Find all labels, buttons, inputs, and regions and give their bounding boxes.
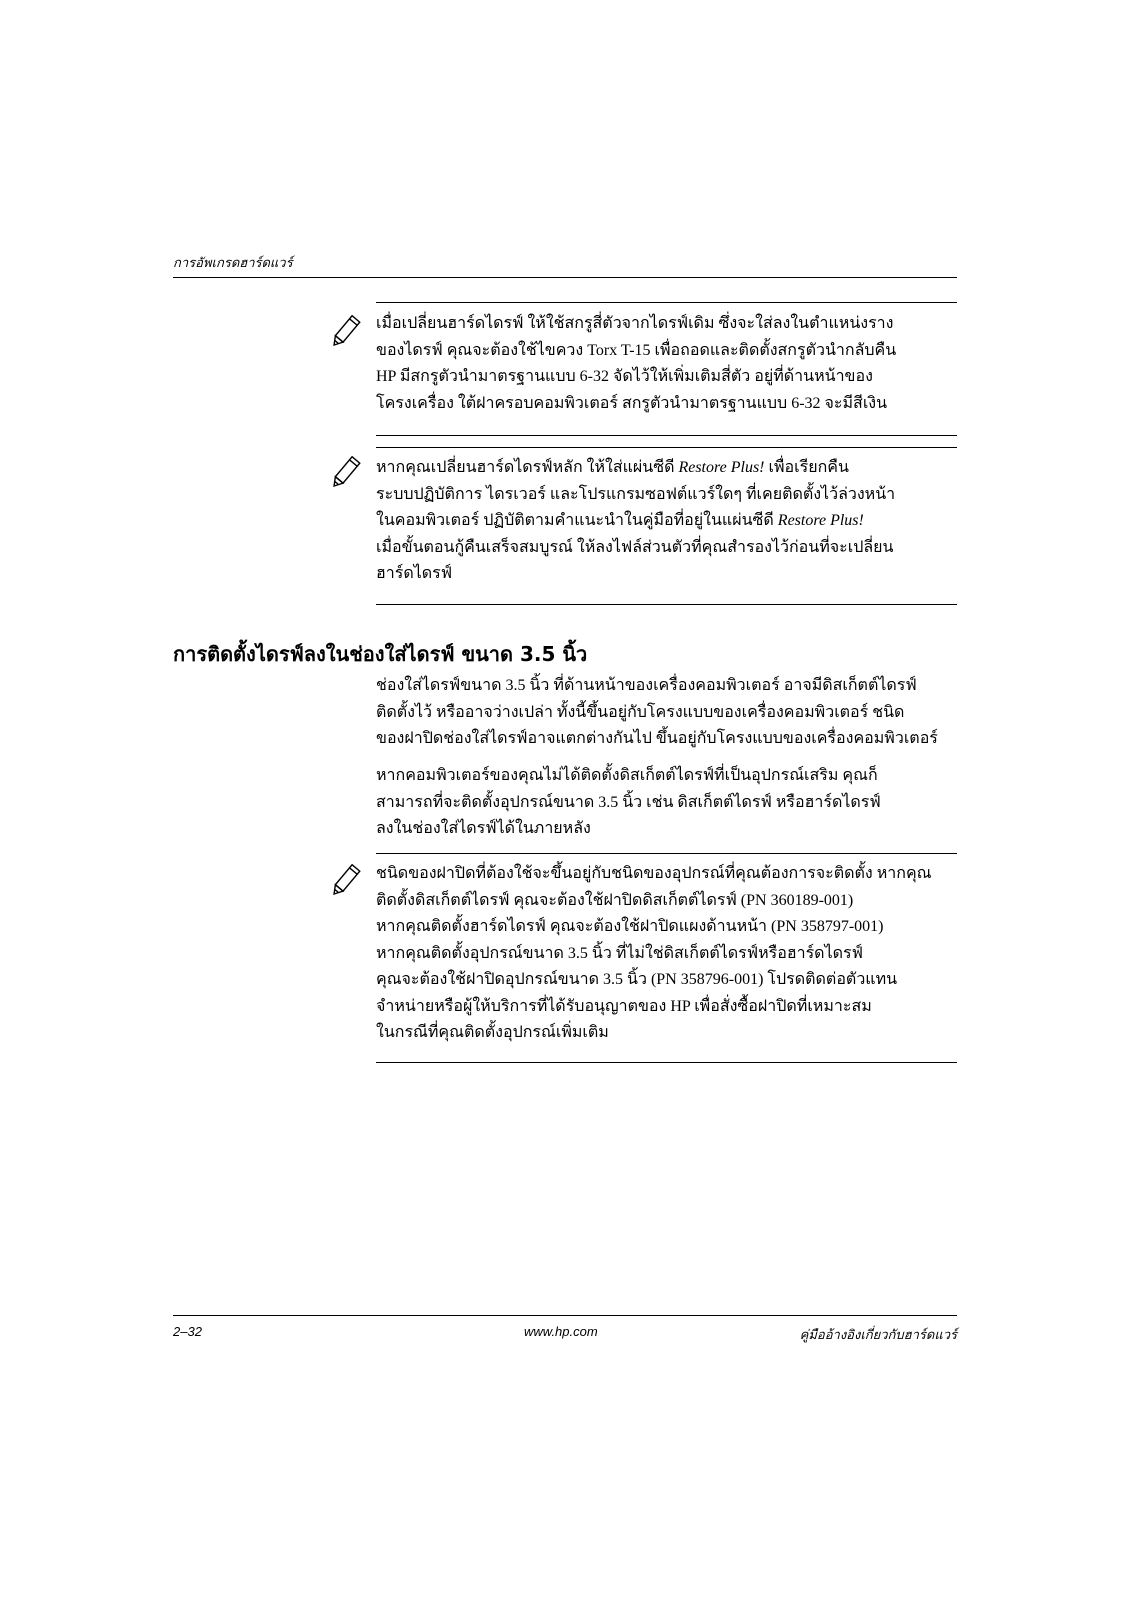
book-title: คู่มืออ้างอิงเกี่ยวกับฮาร์ดแวร์ (799, 1327, 957, 1342)
note-box (376, 447, 957, 605)
note-line: ในกรณีที่คุณติดตั้งอุปกรณ์เพิ่มเติม (376, 1024, 609, 1041)
note-line: เมื่อเปลี่ยนฮาร์ดไดรฟ์ ให้ใช้สกรูสี่ตัวจากไดรฟ์เดิม ซึ่งจะใส่ลงในตำแหน่งราง (376, 315, 894, 332)
body-paragraph (376, 763, 957, 843)
footer-url: www.hp.com (524, 1324, 598, 1339)
paragraph-line: ของฝาปิดช่องใส่ไดรฟ์อาจแตกต่างกันไป ขึ้นอยู่กับโครงแบบของเครื่องคอมพิวเตอร์ (376, 730, 938, 747)
note-line: HP มีสกรูตัวนำมาตรฐานแบบ 6-32 จัดไว้ให้เพิ่มเติมสี่ตัว อยู่ที่ด้านหน้าของ (376, 368, 873, 385)
note-box (376, 853, 957, 1063)
footer-rule (173, 1315, 957, 1316)
pencil-icon (327, 314, 363, 350)
note-line: ฮาร์ดไดรฟ์ (376, 565, 453, 582)
note-line: คุณจะต้องใช้ฝาปิดอุปกรณ์ขนาด 3.5 นิ้ว (PN 358796-001) โปรดติดต่อตัวแทน (376, 971, 898, 988)
note-line: ในคอมพิวเตอร์ ปฏิบัติตามคำแนะนำในคู่มือที่อยู่ในแผ่นซีดี Restore Plus! (376, 512, 864, 529)
note-box (376, 302, 957, 436)
note-line: จำหน่ายหรือผู้ให้บริการที่ได้รับอนุญาตของ HP เพื่อสั่งซื้อฝาปิดที่เหมาะสม (376, 997, 872, 1015)
note-line: ของไดรฟ์ คุณจะต้องใช้ไขควง Torx T-15 เพื่อถอดและติดตั้งสกรูตัวนำกลับคืน (376, 341, 897, 359)
section-heading: การติดตั้งไดรฟ์ลงในช่องใส่ไดรฟ์ ขนาด 3.5 นิ้ว (173, 642, 588, 666)
note-line: หากคุณเปลี่ยนฮาร์ดไดรฟ์หลัก ให้ใส่แผ่นซีดี Restore Plus! เพื่อเรียกคืน (376, 459, 849, 476)
body-paragraph (376, 673, 957, 753)
pencil-icon (327, 863, 363, 899)
paragraph-line: ลงในช่องใส่ไดรฟ์ได้ในภายหลัง (376, 820, 591, 837)
note-line: ติดตั้งดิสเก็ตต์ไดรฟ์ คุณจะต้องใช้ฝาปิดดิสเก็ตต์ไดรฟ์ (PN 360189-001) (376, 891, 854, 909)
paragraph-line: ติดตั้งไว้ หรืออาจว่างเปล่า ทั้งนี้ขึ้นอยู่กับโครงแบบของเครื่องคอมพิวเตอร์ ชนิด (376, 703, 905, 721)
header-rule (173, 277, 957, 278)
paragraph-line: ช่องใส่ไดรฟ์ขนาด 3.5 นิ้ว ที่ด้านหน้าของเครื่องคอมพิวเตอร์ อาจมีดิสเก็ตต์ไดรฟ์ (376, 677, 917, 694)
note-line: หากคุณติดตั้งฮาร์ดไดรฟ์ คุณจะต้องใช้ฝาปิดแผงด้านหน้า (PN 358797-001) (376, 918, 884, 935)
product-name: Restore Plus! (777, 512, 864, 529)
note-line: ชนิดของฝาปิดที่ต้องใช้จะขึ้นอยู่กับชนิดของอุปกรณ์ที่คุณต้องการจะติดตั้ง หากคุณ (376, 865, 932, 882)
paragraph-line: หากคอมพิวเตอร์ของคุณไม่ได้ติดตั้งดิสเก็ตต์ไดรฟ์ที่เป็นอุปกรณ์เสริม คุณก็ (376, 767, 878, 784)
pencil-icon (327, 455, 363, 491)
note-line: ระบบปฏิบัติการ ไดรเวอร์ และโปรแกรมซอฟต์แวร์ใดๆ ที่เคยติดตั้งไว้ล่วงหน้า (376, 485, 896, 503)
note-line: เมื่อขั้นตอนกู้คืนเสร็จสมบูรณ์ ให้ลงไฟล์ส่วนตัวที่คุณสำรองไว้ก่อนที่จะเปลี่ยน (376, 538, 894, 556)
running-header: การอัพเกรดฮาร์ดแวร์ (173, 255, 293, 270)
note-line: โครงเครื่อง ใต้ฝาครอบคอมพิวเตอร์ สกรูตัวนำมาตรฐานแบบ 6-32 จะมีสีเงิน (376, 394, 888, 412)
product-name: Restore Plus! (678, 459, 765, 476)
page-number: 2–32 (173, 1324, 202, 1339)
paragraph-line: สามารถที่จะติดตั้งอุปกรณ์ขนาด 3.5 นิ้ว เช่น ดิสเก็ตต์ไดรฟ์ หรือฮาร์ดไดรฟ์ (376, 793, 881, 811)
note-line: หากคุณติดตั้งอุปกรณ์ขนาด 3.5 นิ้ว ที่ไม่ใช่ดิสเก็ตต์ไดรฟ์หรือฮาร์ดไดรฟ์ (376, 944, 863, 962)
